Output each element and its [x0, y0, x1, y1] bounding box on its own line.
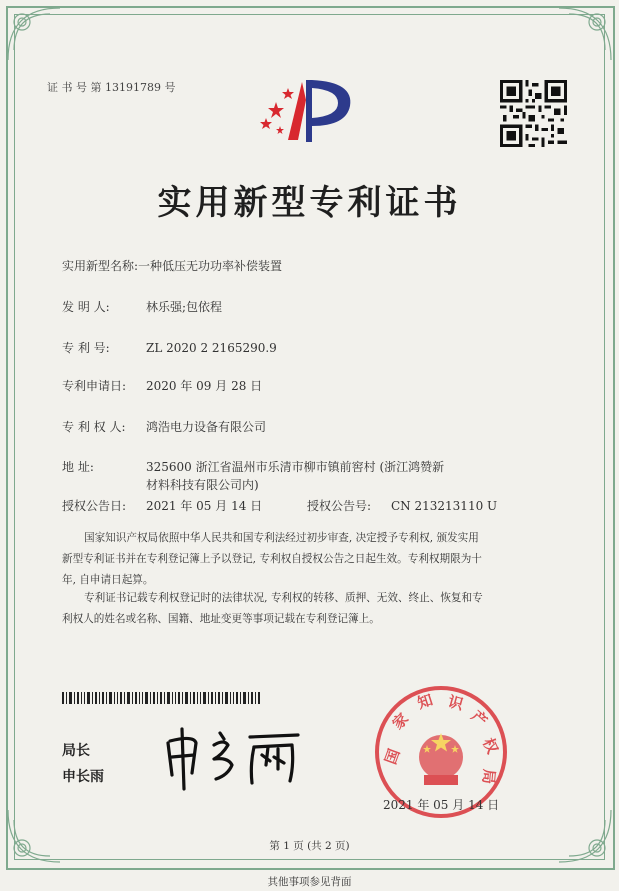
- patentee-label: 专 利 权 人:: [62, 420, 126, 434]
- patent-number-label: 专 利 号:: [62, 341, 110, 355]
- patent-number-value: ZL 2020 2 2165290.9: [146, 341, 277, 355]
- certificate-number: 证 书 号 第 13191789 号: [47, 81, 176, 94]
- signatory-title: 局长: [62, 743, 90, 759]
- corner-ornament-top-left: [0, 0, 70, 70]
- corner-ornament-bottom-left: [0, 800, 70, 870]
- filing-date-value: 2020 年 09 月 28 日: [146, 379, 263, 393]
- svg-text:权: 权: [479, 735, 502, 757]
- certificate-title: 实用新型专利证书: [157, 183, 462, 223]
- body-paragraph-line: 新型专利证书并在专利登记簿上予以登记, 专利权自授权公告之日起生效。专利权期限为十: [62, 553, 482, 565]
- patentee-row: [62, 418, 266, 435]
- grant-date-row: [62, 497, 262, 514]
- address-row: [62, 458, 444, 475]
- address-line-1: 325600 浙江省温州市乐清市柳市镇前窖村 (浙江鸿赞新: [146, 460, 445, 474]
- inventor-value: 林乐强;包依程: [146, 300, 223, 314]
- barcode-icon: [62, 692, 262, 704]
- inventor-row: [62, 298, 222, 315]
- filing-date-row: [62, 377, 262, 394]
- grant-number-value: CN 213213110 U: [391, 499, 498, 513]
- corner-ornament-bottom-right: [549, 800, 619, 870]
- qr-code-icon: [500, 80, 567, 147]
- filing-date-label: 专利申请日:: [62, 379, 127, 393]
- page-indicator: 第 1 页 (共 2 页): [269, 840, 350, 852]
- svg-text:国: 国: [381, 746, 404, 767]
- footer-note: 其他事项参见背面: [267, 876, 352, 888]
- svg-text:知: 知: [415, 690, 436, 713]
- svg-text:局: 局: [479, 768, 499, 785]
- grant-number-row: [307, 497, 497, 514]
- utility-model-name-label: 实用新型名称:: [62, 259, 139, 273]
- seal-date: 2021 年 05 月 14 日: [383, 798, 500, 812]
- signatory-name: 申长雨: [62, 769, 104, 785]
- body-paragraph-line: 利权人的姓名或名称、国籍、地址变更等事项记载在专利登记簿上。: [62, 613, 380, 625]
- corner-ornament-top-right: [549, 0, 619, 70]
- svg-text:识: 识: [446, 692, 466, 714]
- svg-text:产: 产: [467, 706, 491, 731]
- body-paragraph-line: 专利证书记载专利权登记时的法律状况, 专利权的转移、质押、无效、终止、恢复和专: [84, 592, 483, 604]
- body-paragraph-line: 年, 自申请日起算。: [62, 574, 154, 586]
- grant-number-label: 授权公告号:: [307, 499, 372, 513]
- grant-date-value: 2021 年 05 月 14 日: [146, 499, 263, 513]
- address-line-2: 材料科技有限公司内): [146, 478, 259, 492]
- patent-number-row: [62, 339, 277, 356]
- inventor-label: 发 明 人:: [62, 300, 110, 314]
- body-paragraph-line: 国家知识产权局依照中华人民共和国专利法经过初步审查, 决定授予专利权, 颁发实用: [84, 532, 479, 544]
- address-label: 地 址:: [62, 460, 94, 474]
- cnipa-logo-icon: [258, 70, 358, 148]
- patentee-value: 鸿浩电力设备有限公司: [146, 420, 267, 434]
- handwritten-signature: [158, 725, 308, 793]
- utility-model-name-row: [62, 257, 282, 274]
- svg-text:家: 家: [388, 709, 413, 733]
- utility-model-name-value: 一种低压无功功率补偿装置: [138, 259, 283, 273]
- grant-date-label: 授权公告日:: [62, 499, 127, 513]
